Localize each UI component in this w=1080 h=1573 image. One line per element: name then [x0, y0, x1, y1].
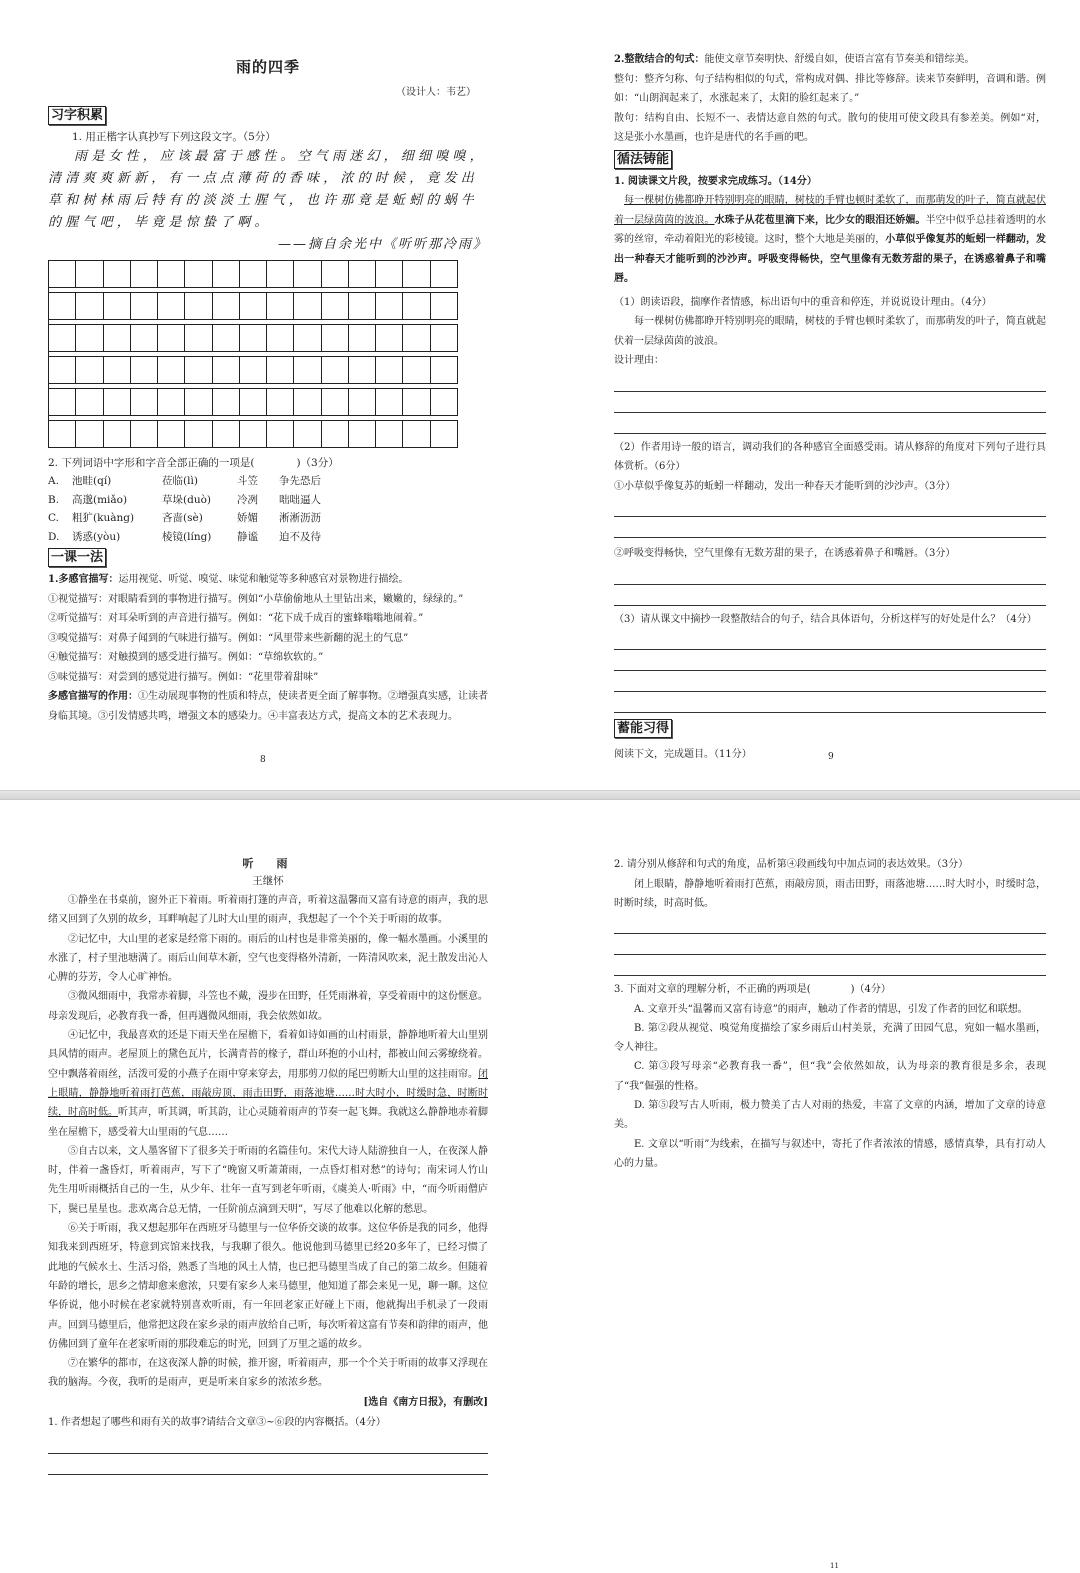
grid-cell[interactable] [322, 389, 349, 415]
sub-question-2b: ②呼吸变得畅快，空气里像有无数芳甜的果子，在诱惑着鼻子和嘴唇。（3分） [614, 548, 956, 559]
method-1-intro [48, 570, 488, 590]
option-word: 冷冽 [237, 493, 258, 506]
grid-row [49, 292, 458, 320]
answer-line[interactable] [614, 955, 1046, 976]
answer-line[interactable] [48, 1454, 488, 1475]
grid-cell[interactable] [349, 421, 376, 447]
answer-line[interactable] [614, 671, 1046, 692]
passage-bold-1: 水珠子从花苞里滴下来，比少女的眼泪还娇媚。 [714, 214, 926, 226]
grid-row [49, 420, 458, 448]
sub-question-2: （2）作者用诗一般的语言，调动我们的各种感官全面感受雨。请从修辞的角度对下列句子进行具体赏析。（6分） [614, 441, 1046, 472]
grid-cell[interactable] [76, 261, 103, 287]
page-9 [614, 50, 1046, 765]
grid-cell[interactable] [49, 389, 76, 415]
grid-cell[interactable] [49, 421, 76, 447]
grid-cell[interactable] [267, 293, 294, 319]
grid-row [49, 356, 458, 384]
article-paragraph-4 [48, 1026, 488, 1142]
grid-cell[interactable] [431, 421, 458, 447]
article-question-1: 1. 作者想起了哪些和雨有关的故事?请结合文章③~⑥段的内容概括。（4分） [48, 1416, 386, 1428]
option-word: 莅临(lì) [162, 475, 198, 487]
method-1-heading: 1.多感官描写： [48, 574, 119, 585]
reading-prompt: 阅读下文，完成题目。（11分） [614, 749, 752, 760]
grid-cell[interactable] [158, 389, 185, 415]
grid-cell[interactable] [267, 261, 294, 287]
sense-1: ①视觉描写：对眼睛看到的事物进行描写。例如“小草偷偷地从土里钻出来，嫩嫩的，绿绿的。” [48, 593, 464, 605]
grid-cell[interactable] [104, 325, 131, 351]
grid-cell[interactable] [431, 261, 458, 287]
grid-cell[interactable] [240, 421, 267, 447]
grid-cell[interactable] [240, 325, 267, 351]
answer-line[interactable] [614, 392, 1046, 413]
grid-cell[interactable] [104, 261, 131, 287]
option-word: 草垛(duò) [162, 493, 211, 506]
grid-cell[interactable] [376, 421, 403, 447]
section-tag-writing-practice: 习字积累 [48, 106, 106, 125]
answer-line[interactable] [614, 692, 1046, 713]
grid-cell[interactable] [185, 293, 212, 319]
passage-underlined: 每一棵树仿佛都睁开特别明亮的眼睛，树枝的手臂也顿时柔软了，而那萌发的叶子，简直就起伏着一层绿茵茵的波浪。 [614, 195, 1046, 226]
q3-option-a: A. 文章开头“温馨而又富有诗意”的雨声，触动了作者的情思，引发了作者的回忆和联想。 [634, 1003, 1028, 1015]
page-number-11: 11 [830, 1562, 839, 1570]
grid-cell[interactable] [322, 325, 349, 351]
grid-cell[interactable] [349, 357, 376, 383]
article-title: 听 雨 [242, 857, 294, 870]
grid-cell[interactable] [240, 293, 267, 319]
answer-line[interactable] [614, 564, 1046, 585]
grid-cell[interactable] [104, 357, 131, 383]
grid-cell[interactable] [431, 325, 458, 351]
grid-cell[interactable] [213, 421, 240, 447]
option-word: 粗犷(kuàng) [72, 512, 135, 524]
option-word: 咄咄逼人 [279, 493, 321, 506]
grid-cell[interactable] [267, 325, 294, 351]
grid-cell[interactable] [49, 357, 76, 383]
effect-heading: 多感官描写的作用： [48, 691, 138, 702]
answer-line[interactable] [614, 371, 1046, 392]
sub-question-1-quote: 每一棵树仿佛都睁开特别明亮的眼睛，树枝的手臂也顿时柔软了，而那萌发的叶子，简直就起伏着一层绿茵茵的波浪。 [614, 316, 1046, 347]
section-tag-one-lesson-one-method: 一课一法 [48, 548, 106, 567]
answer-line[interactable] [614, 517, 1046, 538]
option-word: 迫不及待 [279, 530, 321, 543]
grid-cell[interactable] [104, 421, 131, 447]
page-11 [614, 855, 1046, 1173]
grid-cell[interactable] [294, 357, 321, 383]
document-title: 雨的四季 [235, 58, 300, 76]
article-paragraph: ②记忆中，大山里的老家是经常下雨的。雨后的山村也是非常美丽的，像一幅水墨画。小溪里的水涨了，村子里池塘满了。雨后山间草木新，空气也变得格外清新，一阵清风吹来，泥土散发出沁人心脾的芬芳，令人心旷神怡。 [48, 933, 488, 984]
copy-passage: 雨是女性，应该最富于感性。空气雨迷幻，细细嗅嗅，清清爽爽新新，有一点点薄荷的香味，浓的时候，竟发出草和树林雨后特有的淡淡土腥气，也许那竟是蚯蚓的蜗牛的腥气吧，毕竟是惊蛰了啊。 [48, 149, 487, 230]
copy-passage-source: ——摘自余光中《听听那冷雨》 [277, 237, 488, 252]
grid-cell[interactable] [294, 421, 321, 447]
grid-cell[interactable] [349, 261, 376, 287]
page-10 [48, 855, 488, 1475]
grid-cell[interactable] [213, 261, 240, 287]
grid-row [49, 388, 458, 416]
option-word: 淅淅沥沥 [279, 512, 321, 524]
grid-cell[interactable] [403, 357, 430, 383]
option-word: 池畦(qí) [72, 475, 112, 487]
option-letter: A. [48, 475, 59, 487]
grid-cell[interactable] [158, 357, 185, 383]
q2-option-c [48, 509, 488, 528]
grid-cell[interactable] [322, 293, 349, 319]
designer-credit: （设计人：韦艺） [396, 87, 476, 98]
passage-bold-2: 小草似乎像复苏的蚯蚓一样翻动，发出一种春天才能听到的沙沙声。呼吸变得畅快，空气里像有无数芳甜的果子，在诱惑着鼻子和嘴唇。 [614, 234, 1047, 284]
article-question-3: 3. 下面对文章的理解分析，不正确的两项是( )（4分） [614, 984, 891, 996]
grid-row [49, 260, 458, 288]
page-number-9: 9 [828, 752, 834, 762]
grid-cell[interactable] [267, 389, 294, 415]
article-paragraph: ⑥关于听雨，我又想起那年在西班牙马德里与一位华侨交谈的故事。这位华侨是我的同乡，他得知我来到西班牙，特意到宾馆来找我，与我聊了很久。他说他到马德里已经20多年了，已经习惯了此地的气候水土、生活习俗，熟悉了当地的风土人情，也已把马德里当成了自己的第二故乡。但随着年龄的增长，思乡之情却愈来愈浓，只要有家乡人来马德里，他知道了都会来见一见，聊一聊。这位华侨说，他小时候在老家就特别喜欢听雨，有一年回老家正好碰上下雨，他就掏出手机录了一段雨声。回到马德里后，他常把这段在家乡录的雨声放给自己听，每次听着这富有节奏和韵律的雨声，他仿佛回到了童年在老家听雨的那段难忘的时光，回到了万里之遥的故乡。 [48, 1223, 488, 1350]
grid-cell[interactable] [185, 325, 212, 351]
method-1-body: 运用视觉、听觉、嗅觉、味觉和触觉等多种感官对景物进行描绘。 [118, 574, 409, 585]
grid-cell[interactable] [158, 293, 185, 319]
option-word: 静谧 [237, 530, 258, 543]
sub-question-2a: ①小草似乎像复苏的蚯蚓一样翻动，发出一种春天才能听到的沙沙声。（3分） [614, 480, 956, 492]
grid-cell[interactable] [376, 293, 403, 319]
q3-option-e: E. 文章以“听雨”为线索，在描写与叙述中，寄托了作者浓浓的情感，感情真挚，具有打动人心的力量。 [614, 1138, 1046, 1169]
grid-cell[interactable] [158, 325, 185, 351]
article-paragraph: ⑤自古以来，文人墨客留下了很多关于听雨的名篇佳句。宋代大诗人陆游独自一人，在夜深人静时，伴着一盏昏灯，听着雨声，写下了“晚窗又听萧萧雨，一点昏灯相对愁”的诗句；南宋词人竹山先生用听雨概括自己的一生，从少年、壮年一直写到老年听雨，《虞美人·听雨》中，“而今听雨僧庐下，鬓已星星也。悲欢离合总无情，一任阶前点滴到天明”，写尽了他难以化解的愁思。 [48, 1145, 488, 1215]
option-word: 争先恐后 [279, 475, 321, 487]
grid-cell[interactable] [104, 389, 131, 415]
sense-4: ④触觉描写：对触摸到的感受进行描写。例如：“草绵软软的。” [48, 652, 324, 663]
grid-cell[interactable] [76, 389, 103, 415]
parallel-sentence-def: 整句：整齐匀称、句子结构相似的句式，常构成对偶、排比等修辞。读来节奏鲜明，音调和谐。例如：“山朗润起来了，水涨起来了，太阳的脸红起来了。” [614, 73, 1046, 104]
grid-cell[interactable] [76, 293, 103, 319]
reason-label: 设计理由： [614, 355, 664, 366]
grid-cell[interactable] [213, 389, 240, 415]
answer-line[interactable] [614, 650, 1046, 671]
grid-cell[interactable] [376, 357, 403, 383]
method-1-effect [48, 687, 488, 726]
question-2-options [48, 472, 488, 546]
grid-cell[interactable] [376, 325, 403, 351]
sub-question-3: （3）请从课文中摘抄一段整散结合的句子，结合具体语句，分析这样写的好处是什么？（4分） [614, 613, 1037, 625]
p4-after: 听其声，听其调，听其韵，让心灵随着雨声的节奏一起飞舞。我就这么静静地赤着脚坐在屋檐下，感受着大山里雨的气息…… [48, 1107, 488, 1138]
grid-cell[interactable] [185, 357, 212, 383]
option-word: 高邈(miǎo) [72, 493, 128, 506]
article-source: [选自《南方日报》，有删改] [363, 1396, 488, 1408]
grid-cell[interactable] [158, 261, 185, 287]
grid-cell[interactable] [267, 357, 294, 383]
grid-cell[interactable] [294, 389, 321, 415]
option-word: 斗笠 [237, 475, 258, 487]
grid-cell[interactable] [240, 389, 267, 415]
grid-cell[interactable] [49, 261, 76, 287]
answer-line[interactable] [614, 413, 1046, 434]
grid-cell[interactable] [376, 389, 403, 415]
grid-cell[interactable] [76, 421, 103, 447]
grid-cell[interactable] [322, 421, 349, 447]
grid-cell[interactable] [431, 357, 458, 383]
method-2-intro [614, 50, 1046, 70]
grid-cell[interactable] [213, 357, 240, 383]
grid-cell[interactable] [240, 357, 267, 383]
q3-option-c: C. 第③段写母亲“必教育我一番”，但“我”会依然如故，认为母亲的教育很是多余，表现了“我”倔强的性格。 [614, 1061, 1046, 1092]
grid-cell[interactable] [403, 293, 430, 319]
grid-cell[interactable] [185, 421, 212, 447]
method-2-body: 能使文章节奏明快、舒缓自如，使语言富有节奏美和错综美。 [704, 54, 975, 65]
answer-line[interactable] [614, 913, 1046, 934]
question-1-prompt: 1. 用正楷字认真抄写下列这段文字。（5分） [72, 131, 276, 143]
grid-cell[interactable] [131, 357, 158, 383]
article-paragraph: ⑦在繁华的都市，在这夜深人静的时候，推开窗，听着雨声，那一个个关于听雨的故事又浮现在我的脑海。今夜，我听的是雨声，更是听来自家乡的浓浓乡愁。 [48, 1358, 488, 1389]
method-2-heading: 2.整散结合的句式： [614, 54, 705, 65]
grid-cell[interactable] [76, 357, 103, 383]
effect-body: ①生动展现事物的性质和特点，使读者更全面了解事物。②增强真实感，让读者身临其境。③引发情感共鸣，增强文本的感染力。④丰富表达方式，提高文本的艺术表现力。 [48, 691, 488, 722]
answer-line[interactable] [614, 585, 1046, 606]
grid-cell[interactable] [403, 261, 430, 287]
article-question-2-quote: 闭上眼睛，静静地听着雨打芭蕉，雨敲房顶，雨击田野，雨落池塘……时大时小，时缓时急，时断时续，时高时低。 [614, 878, 1046, 909]
grid-cell[interactable] [76, 325, 103, 351]
q3-option-b: B. 第②段从视觉、嗅觉角度描绘了家乡雨后山村美景，充满了田园气息，宛如一幅水墨画，令人神往。 [614, 1022, 1046, 1054]
option-word: 诱惑(yòu) [72, 530, 121, 543]
sense-3: ③嗅觉描写：对鼻子闻到的气味进行描写。例如：“风里带来些新翻的泥土的气息” [48, 632, 409, 644]
grid-cell[interactable] [240, 261, 267, 287]
grid-cell[interactable] [322, 261, 349, 287]
article-paragraph: ①静坐在书桌前，窗外正下着雨。听着雨打篷的声音，听着这温馨而又富有诗意的雨声，我的思绪又回到了久别的故乡，耳畔响起了儿时大山里的雨声，我想起了一个个关于听雨的故事。 [48, 895, 488, 926]
grid-cell[interactable] [131, 261, 158, 287]
page-number-8: 8 [260, 755, 266, 765]
question-2-prompt: 2. 下列词语中字形和字音全部正确的一项是( )（3分） [48, 457, 339, 469]
grid-cell[interactable] [131, 389, 158, 415]
q2-option-a [48, 472, 488, 491]
grid-cell[interactable] [267, 421, 294, 447]
p4-underlined: 闭上眼睛，静静地听着雨打芭蕉，雨敲房顶，雨击田野，雨落池塘……时大时小，时缓时急，时断时续，时高时低。 [48, 1068, 488, 1119]
grid-cell[interactable] [131, 421, 158, 447]
grid-cell[interactable] [185, 389, 212, 415]
grid-cell[interactable] [104, 293, 131, 319]
grid-cell[interactable] [376, 261, 403, 287]
option-word: 娇媚 [237, 512, 258, 524]
grid-cell[interactable] [294, 261, 321, 287]
section-tag-skill-building: 蓄能习得 [614, 719, 672, 738]
grid-cell[interactable] [294, 293, 321, 319]
grid-cell[interactable] [431, 293, 458, 319]
grid-cell[interactable] [131, 325, 158, 351]
grid-cell[interactable] [431, 389, 458, 415]
option-word: 棱镜(líng) [162, 530, 212, 543]
page-8 [48, 50, 488, 726]
sub-question-1: （1）朗读语段，揣摩作者情感，标出语句中的重音和停连，并说说设计理由。（4分） [614, 296, 992, 308]
answer-line[interactable] [48, 1432, 488, 1454]
section-tag-practice: 循法铸能 [614, 150, 672, 169]
q3-option-d: D. 第⑤段写古人听雨，极力赞美了古人对雨的热爱，丰富了文章的内涵，增加了文章的诗意美。 [614, 1100, 1046, 1131]
grid-cell[interactable] [294, 325, 321, 351]
option-letter: B. [48, 493, 60, 506]
loose-sentence-def: 散句：结构自由、长短不一、表情达意自然的句式。散句的使用可使文段具有参差美。例如“对，这是张小水墨画，也许是唐代的名手画的吧。 [614, 112, 1046, 143]
handwriting-grid[interactable] [48, 260, 458, 448]
option-word: 吝啬(sè) [162, 512, 203, 524]
grid-cell[interactable] [403, 389, 430, 415]
grid-cell[interactable] [403, 325, 430, 351]
grid-cell[interactable] [158, 421, 185, 447]
sense-2: ②听觉描写：对耳朵听到的声音进行描写。例如：“花下成千成百的蜜蜂嗡嗡地闹着。” [48, 613, 424, 624]
grid-cell[interactable] [185, 261, 212, 287]
passage-plain: 半空中似乎总挂着透明的水雾的丝帘，牵动着阳光的彩棱镜。这时，整个大地是美丽的， [614, 214, 1047, 245]
option-letter: C. [48, 512, 59, 524]
grid-cell[interactable] [349, 325, 376, 351]
grid-cell[interactable] [131, 293, 158, 319]
answer-line[interactable] [614, 629, 1046, 650]
sheet-pages-10-11 [0, 800, 1080, 1573]
sense-5: ⑤味觉描写：对尝到的感觉进行描写。例如：“花里带着甜味” [48, 671, 319, 683]
grid-cell[interactable] [213, 293, 240, 319]
q2-option-d [48, 528, 488, 547]
grid-cell[interactable] [403, 421, 430, 447]
page-separator [0, 790, 1080, 800]
grid-cell[interactable] [349, 389, 376, 415]
article-paragraph: ③微风细雨中，我常赤着脚，斗笠也不戴，漫步在田野，任凭雨淋着，享受着雨中的这份惬意。母亲发现后，必教育我一番，但再遇微风细雨，我会依然如故。 [48, 991, 488, 1022]
grid-cell[interactable] [213, 325, 240, 351]
p4-before: ④记忆中，我最喜欢的还是下雨天坐在屋檐下，看着如诗如画的山村雨景，静静地听着大山里别具风情的雨声。老屋顶上的黛色瓦片，长满青苔的椽子，群山环抱的小山村，都被山间云雾缭绕着。空中飘落着雨丝，活泼可爱的小燕子在雨中穿来穿去，用那剪刀似的尾巴剪断大山里的这挂雨帘。 [48, 1030, 488, 1080]
answer-line[interactable] [614, 496, 1046, 517]
option-letter: D. [48, 530, 60, 543]
article-question-2: 2. 请分别从修辞和句式的角度，品析第④段画线句中加点词的表达效果。（3分） [614, 859, 969, 870]
exercise-1-passage [614, 191, 1046, 289]
grid-cell[interactable] [322, 357, 349, 383]
q2-option-b [48, 491, 488, 510]
grid-cell[interactable] [49, 325, 76, 351]
exercise-1-prompt: 1. 阅读课文片段，按要求完成练习。（14分） [614, 175, 817, 187]
article-author: 王继怀 [252, 875, 284, 887]
answer-line[interactable] [614, 934, 1046, 955]
grid-row [49, 324, 458, 352]
grid-cell[interactable] [349, 293, 376, 319]
grid-cell[interactable] [49, 293, 76, 319]
